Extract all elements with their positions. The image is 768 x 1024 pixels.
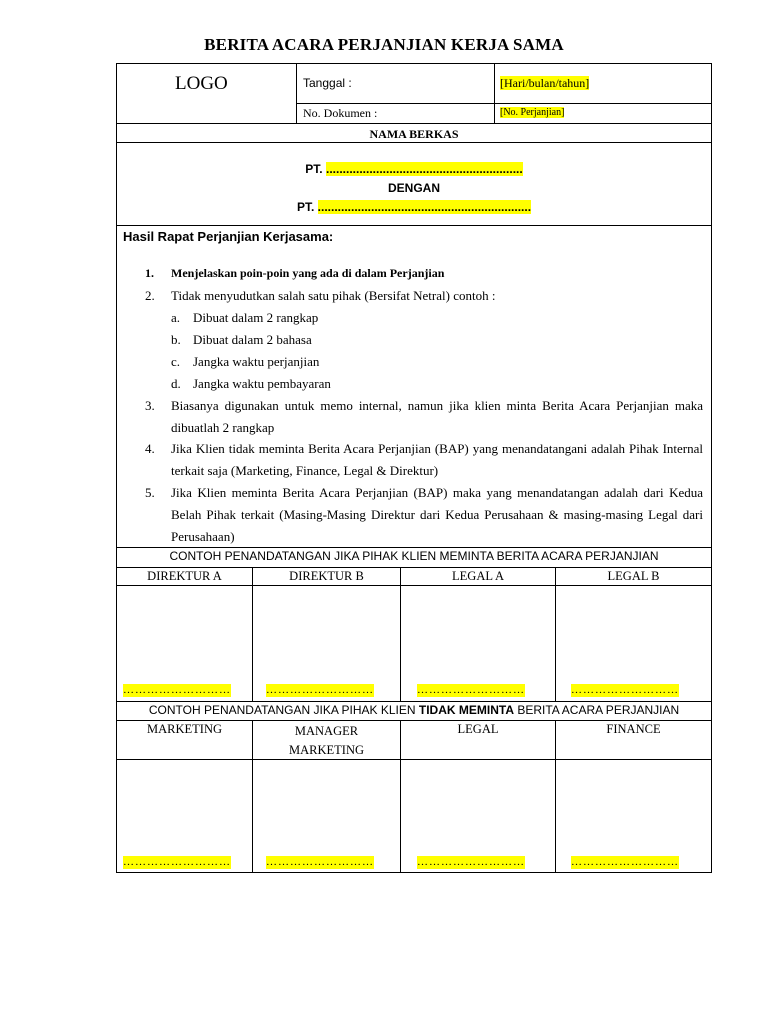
logo-placeholder: LOGO <box>175 73 228 94</box>
divider <box>555 720 556 872</box>
sub-text: Dibuat dalam 2 rangkap <box>193 310 319 325</box>
sign-column-header: DIREKTUR A <box>147 569 222 583</box>
sign-column-header: LEGAL <box>457 722 499 736</box>
sign-column-header: MANAGER MARKETING <box>289 724 364 757</box>
heading-text: CONTOH PENANDATANGAN JIKA PIHAK KLIEN <box>148 703 419 717</box>
party-2 <box>117 200 711 214</box>
sign-column-header: FINANCE <box>606 722 661 736</box>
sub-letter: a. <box>171 310 181 325</box>
divider <box>117 759 711 760</box>
divider <box>494 64 495 123</box>
sub-text: Jangka waktu pembayaran <box>193 376 331 391</box>
doc-number-value: [No. Perjanjian] <box>500 107 565 118</box>
date-value: [Hari/bulan/tahun] <box>500 76 590 90</box>
list-number: 2. <box>145 288 155 303</box>
party-1 <box>117 162 711 176</box>
list-item <box>145 482 703 548</box>
divider <box>400 567 401 701</box>
list-number: 4. <box>145 441 155 456</box>
sub-item <box>171 373 331 395</box>
file-name-label: NAMA BERKAS <box>369 127 459 141</box>
heading-text: BERITA ACARA PERJANJIAN <box>514 703 680 717</box>
sign-column-header: LEGAL B <box>607 569 660 583</box>
divider <box>117 123 711 124</box>
sub-item <box>171 307 318 329</box>
divider <box>117 567 711 568</box>
signature-line[interactable]: ……………………… <box>571 856 679 868</box>
form-frame <box>116 63 712 873</box>
dengan-label: DENGAN <box>387 181 440 195</box>
divider <box>117 142 711 143</box>
sign-section-1-heading: CONTOH PENANDATANGAN JIKA PIHAK KLIEN MEMINTA BERITA ACARA PERJANJIAN <box>169 549 659 563</box>
list-number: 5. <box>145 485 155 500</box>
party-2-prefix: PT. <box>296 200 315 214</box>
divider <box>296 64 297 123</box>
divider <box>117 547 711 548</box>
list-item <box>145 285 703 307</box>
list-number: 3. <box>145 398 155 413</box>
sign-section-2-heading <box>117 703 711 717</box>
sub-item <box>171 351 319 373</box>
divider <box>117 720 711 721</box>
divider <box>555 567 556 701</box>
signature-line[interactable]: ……………………… <box>123 856 231 868</box>
date-field[interactable] <box>500 76 589 91</box>
signature-line[interactable]: ……………………… <box>266 684 374 696</box>
list-item <box>145 395 703 439</box>
sub-letter: c. <box>171 354 181 369</box>
signature-line[interactable]: ……………………… <box>417 684 525 696</box>
sign-column-header: DIREKTUR B <box>289 569 364 583</box>
list-text: Biasanya digunakan untuk memo internal, namun jika klien minta Berita Acara Perjanjian maka dibuatlah 2 rangkap <box>171 398 703 435</box>
list-number: 1. <box>145 266 154 280</box>
list-text: Jika Klien meminta Berita Acara Perjanjian (BAP) maka yang menandatangan adalah dari Kedua Belah Pihak terkait (Masing-Masing Direktur dari Kedua Perusahaan & masing-masing Legal dari Perusahaan) <box>171 485 703 544</box>
divider <box>400 720 401 872</box>
signature-line[interactable]: ……………………… <box>571 684 679 696</box>
signature-line[interactable]: ……………………… <box>266 856 374 868</box>
list-text: Jika Klien tidak meminta Berita Acara Perjanjian (BAP) yang menandatangani adalah Pihak Internal terkait saja (Marketing, Finance, Legal & Direktur) <box>171 441 703 478</box>
list-item <box>145 262 703 284</box>
party-1-name-field[interactable]: ........................................................... <box>325 162 523 176</box>
doc-number-field[interactable] <box>500 107 564 118</box>
divider <box>117 585 711 586</box>
signature-line[interactable]: ……………………… <box>417 856 525 868</box>
divider <box>297 103 711 104</box>
sub-letter: d. <box>171 376 181 391</box>
divider <box>117 225 711 226</box>
divider <box>117 701 711 702</box>
sub-text: Jangka waktu perjanjian <box>193 354 320 369</box>
sub-text: Dibuat dalam 2 bahasa <box>193 332 312 347</box>
sign-column-header: MARKETING <box>147 722 222 736</box>
signature-line[interactable]: ……………………… <box>123 684 231 696</box>
sub-letter: b. <box>171 332 181 347</box>
meeting-heading: Hasil Rapat Perjanjian Kerjasama: <box>123 229 334 244</box>
list-item <box>145 438 703 482</box>
divider <box>252 720 253 872</box>
sub-item <box>171 329 312 351</box>
sign-column-header: LEGAL A <box>452 569 504 583</box>
list-text: Tidak menyudutkan salah satu pihak (Bersifat Netral) contoh : <box>171 288 496 303</box>
party-2-name-field[interactable]: ................................................................ <box>317 200 532 214</box>
list-text: Menjelaskan poin-poin yang ada di dalam Perjanjian <box>171 266 445 280</box>
document-title: BERITA ACARA PERJANJIAN KERJA SAMA <box>204 35 564 54</box>
heading-emphasis: TIDAK MEMINTA <box>418 703 514 717</box>
doc-label: No. Dokumen : <box>303 106 378 120</box>
divider <box>252 567 253 701</box>
party-1-prefix: PT. <box>305 162 323 176</box>
date-label: Tanggal : <box>303 76 352 90</box>
